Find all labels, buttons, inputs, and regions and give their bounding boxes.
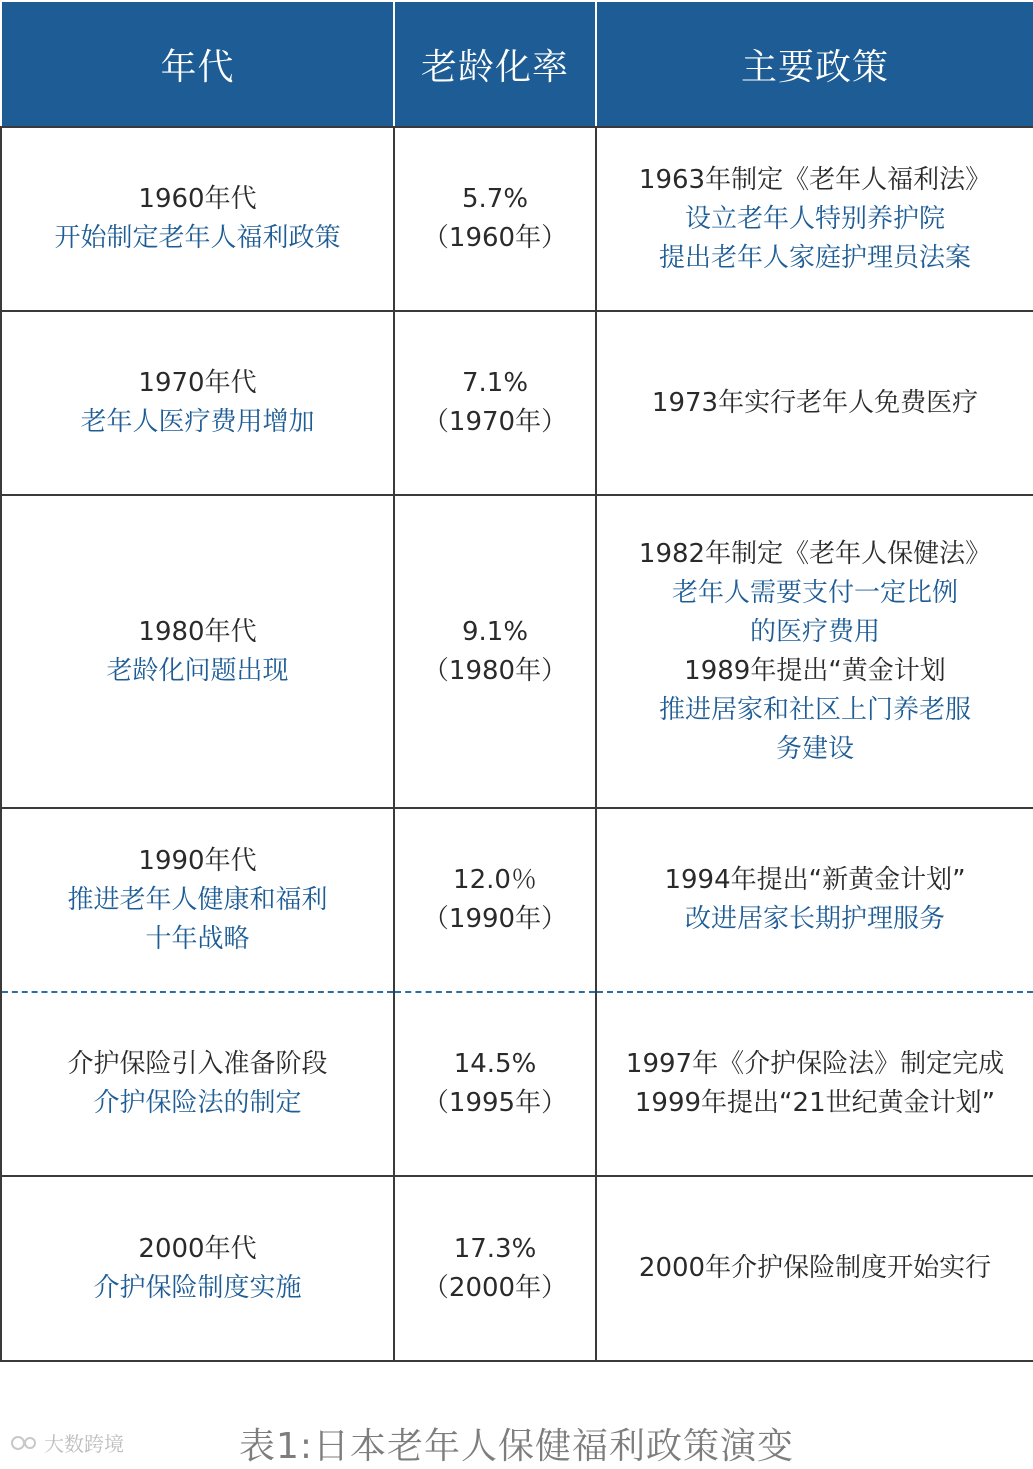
aging-rate-value: 14.5% xyxy=(453,1049,537,1079)
era-description: 老年人医疗费用增加 xyxy=(80,407,315,437)
aging-rate-cell xyxy=(394,992,596,1176)
aging-rate-cell xyxy=(394,127,596,311)
era-cell xyxy=(1,992,394,1176)
table-header-row xyxy=(1,1,1033,127)
header-main-policy: 主要政策 xyxy=(596,1,1033,127)
aging-rate-value: 7.1% xyxy=(461,368,529,398)
aging-rate-cell xyxy=(394,311,596,495)
policy-cell xyxy=(596,127,1033,311)
header-aging-rate: 老龄化率 xyxy=(394,1,596,127)
era-cell xyxy=(1,311,394,495)
policy-line: 1973年实行老年人免费医疗 xyxy=(651,387,979,418)
policy-line: 1994年提出“新黄金计划” xyxy=(664,865,966,895)
policy-line: 1989年提出“黄金计划 xyxy=(684,655,946,686)
table-caption: 表1:日本老年人保健福利政策演变 xyxy=(238,1426,795,1467)
policy-line: 1963年制定《老年人福利法》 xyxy=(638,164,992,195)
aging-rate-year: （2000年） xyxy=(422,1272,568,1303)
aging-rate-year: （1960年） xyxy=(422,223,568,253)
era-description: 介护保险法的制定 xyxy=(93,1088,302,1118)
policy-line: 2000年介护保险制度开始实行 xyxy=(638,1253,992,1283)
table-body xyxy=(1,127,1033,1361)
era-cell xyxy=(1,1176,394,1361)
policy-line: 提出老年人家庭护理员法案 xyxy=(658,242,971,273)
policy-line: 的医疗费用 xyxy=(749,616,880,647)
policy-line: 设立老年人特别养护院 xyxy=(684,203,945,234)
table-row xyxy=(1,992,1033,1176)
policy-cell xyxy=(596,311,1033,495)
policy-line: 推进居家和社区上门养老服 xyxy=(658,694,971,725)
era-year: 介护保险引入准备阶段 xyxy=(67,1049,328,1079)
era-year: 1960年代 xyxy=(138,184,257,214)
aging-rate-year: （1995年） xyxy=(422,1088,568,1118)
policy-line: 改进居家长期护理服务 xyxy=(684,904,945,934)
era-description: 介护保险制度实施 xyxy=(93,1272,302,1303)
policy-line: 1982年制定《老年人保健法》 xyxy=(638,538,992,569)
policy-line: 1999年提出“21世纪黄金计划” xyxy=(634,1088,996,1118)
aging-rate-year: （1970年） xyxy=(422,407,568,437)
era-description: 十年战略 xyxy=(145,923,250,954)
era-year: 2000年代 xyxy=(138,1233,257,1264)
policy-line: 老年人需要支付一定比例 xyxy=(671,577,958,608)
era-cell xyxy=(1,808,394,992)
table-row xyxy=(1,1176,1033,1361)
aging-rate-value: 12.0％ xyxy=(453,865,537,895)
aging-rate-cell xyxy=(394,1176,596,1361)
aging-rate-year: （1990年） xyxy=(422,904,568,934)
era-description: 开始制定老年人福利政策 xyxy=(54,223,341,253)
era-description: 推进老年人健康和福利 xyxy=(67,884,328,915)
policy-cell xyxy=(596,495,1033,808)
era-cell xyxy=(1,127,394,311)
policy-cell xyxy=(596,808,1033,992)
aging-rate-year: （1980年） xyxy=(422,655,568,686)
era-year: 1970年代 xyxy=(138,368,257,398)
header-era: 年代 xyxy=(1,1,394,127)
aging-rate-value: 5.7% xyxy=(461,184,529,214)
table-row xyxy=(1,311,1033,495)
aging-rate-value: 9.1% xyxy=(461,616,529,647)
policy-line: 1997年《介护保险法》制定完成 xyxy=(625,1049,1005,1079)
aging-rate-cell xyxy=(394,808,596,992)
aging-rate-value: 17.3% xyxy=(453,1233,537,1264)
era-year: 1980年代 xyxy=(138,616,257,647)
policy-cell xyxy=(596,992,1033,1176)
policy-line: 务建设 xyxy=(775,733,854,764)
watermark-text: 大数跨境 xyxy=(44,1432,124,1456)
policy-cell xyxy=(596,1176,1033,1361)
table-row xyxy=(1,127,1033,311)
era-cell xyxy=(1,495,394,808)
era-description: 老龄化问题出现 xyxy=(106,655,289,686)
aging-rate-cell xyxy=(394,495,596,808)
table-row xyxy=(1,495,1033,808)
table-row xyxy=(1,808,1033,992)
era-year: 1990年代 xyxy=(138,845,257,876)
